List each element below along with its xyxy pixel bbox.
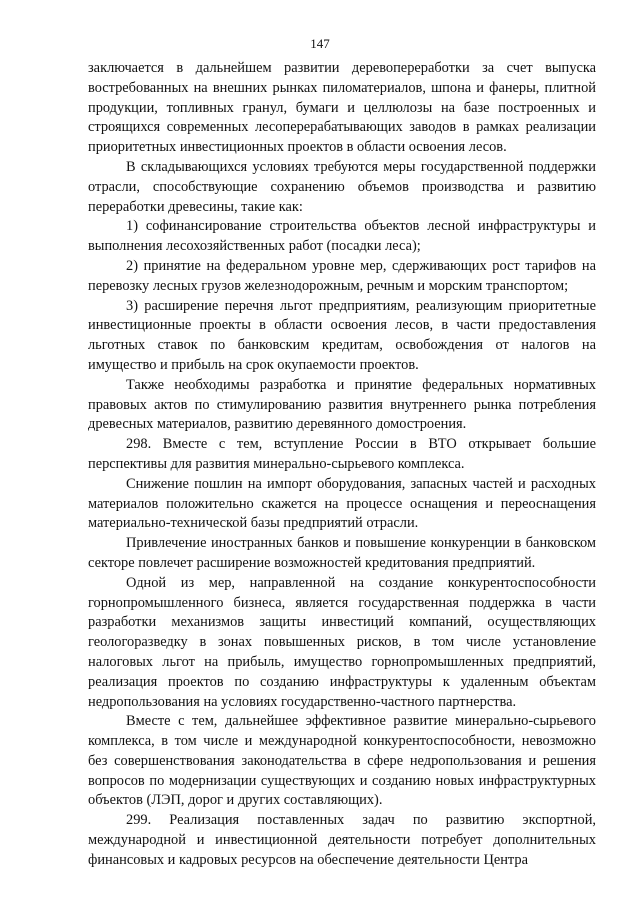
list-item: 3) расширение перечня льгот предприятиям, реализующим приоритетные инвестиционные проекты в области освоения лесов, в части предоставления льготных ставок по банковским кредитам, освобождения от налогов на имущество и прибыль на срок окупаемости проектов. xyxy=(88,297,596,373)
list-item: 2) принятие на федеральном уровне мер, сдерживающих рост тарифов на перевозку лесных грузов железнодорожным, речным и морским транспортом; xyxy=(88,257,596,294)
paragraph: В складывающихся условиях требуются меры государственной поддержки отрасли, способствующие сохранению объемов производства и развитию переработки древесины, такие как: xyxy=(88,158,596,215)
page-number: 147 xyxy=(310,36,330,51)
paragraph: Одной из мер, направленной на создание конкурентоспособности горнопромышленного бизнеса, является государственная поддержка в части разработки механизмов защиты инвестиций компаний, осуществляющих геологоразведку в зонах повышенных рисков, в том числе установление налоговых льгот на прибыль, имущество горнопромышленных предприятий, реализация проектов по созданию инфраструктуры к удаленным объектам недропользования на условиях государственно-частного партнерства. xyxy=(88,574,596,710)
page-body xyxy=(88,59,596,871)
paragraph: Также необходимы разработка и принятие федеральных нормативных правовых актов по стимулированию развития внутреннего рынка потребления древесных материалов, развитию деревянного домостроения. xyxy=(88,376,596,433)
numbered-paragraph: 299. Реализация поставленных задач по развитию экспортной, международной и инвестиционной деятельности потребует дополнительных финансовых и кадровых ресурсов на обеспечение деятельности Центра xyxy=(88,812,596,868)
paragraph: Снижение пошлин на импорт оборудования, запасных частей и расходных материалов положительно скажется на процессе оснащения и переоснащения материально-технической базы предприятий отрасли. xyxy=(88,475,596,532)
numbered-paragraph: 298. Вместе с тем, вступление России в ВТО открывает большие перспективы для развития минерально-сырьевого комплекса. xyxy=(88,436,596,472)
list-item: 1) софинансирование строительства объектов лесной инфраструктуры и выполнения лесохозяйственных работ (посадки леса); xyxy=(88,218,596,255)
paragraph: заключается в дальнейшем развитии деревопереработки за счет выпуска востребованных на внешних рынках пиломатериалов, шпона и фанеры, плитной продукции, топливных гранул, бумаги и целлюлозы на базе построенных и строящихся современных лесоперерабатывающих заводов в рамках реализации приоритетных инвестиционных проектов в области освоения лесов. xyxy=(88,60,596,156)
paragraph: Привлечение иностранных банков и повышение конкуренции в банковском секторе повлечет расширение возможностей кредитования предприятий. xyxy=(88,535,596,571)
paragraph: Вместе с тем, дальнейшее эффективное развитие минерально-сырьевого комплекса, в том числе и международной конкурентоспособности, невозможно без совершенствования законодательства в сфере недропользования и решения вопросов по модернизации существующих и созданию новых инфраструктурных объектов (ЛЭП, дорог и других составляющих). xyxy=(88,713,596,809)
